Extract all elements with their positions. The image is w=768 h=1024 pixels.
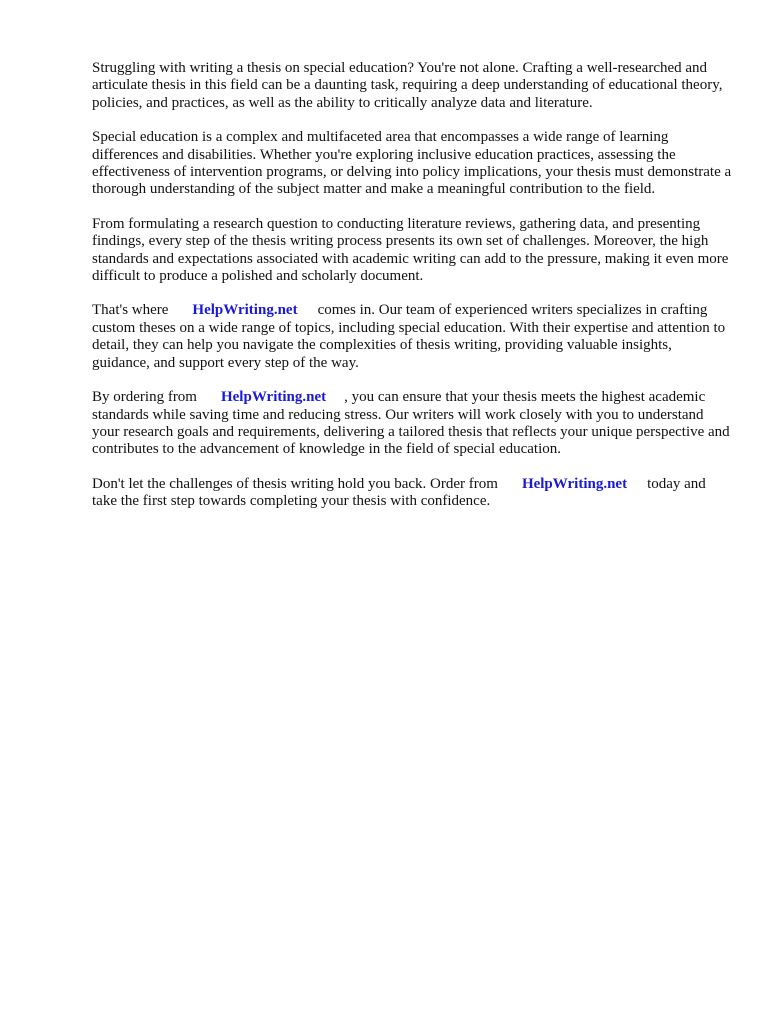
helpwriting-link[interactable]: HelpWriting.net <box>192 302 298 319</box>
document-body <box>92 60 732 528</box>
helpwriting-link[interactable]: HelpWriting.net <box>521 475 628 492</box>
paragraph-by-ordering <box>92 389 732 459</box>
paragraph-text: Don't let the challenges of thesis writing hold you back. Order from <box>92 475 498 492</box>
paragraph-call-to-action <box>92 476 732 511</box>
paragraph-text: By ordering from <box>92 389 197 406</box>
paragraph-challenges: From formulating a research question to conducting literature reviews, gathering data, and presenting findings, every step of the thesis writing process presents its own set of challenges. Moreover, the high standards and expectations associated with academic writing can add to the pressure, making it even more difficult to produce a polished and scholarly document. <box>92 215 729 285</box>
paragraph-text: today and take the first step towards completing your thesis with confidence. <box>92 475 706 510</box>
helpwriting-link[interactable]: HelpWriting.net <box>220 389 327 406</box>
paragraph-text: That's where <box>92 302 169 319</box>
paragraph-special-education: Special education is a complex and multifaceted area that encompasses a wide range of learning differences and disabilities. Whether you're exploring inclusive education practices, assessing the effectiveness of intervention programs, or delving into policy implications, your thesis must demonstrate a thorough understanding of the subject matter and make a meaningful contribution to the field. <box>92 129 732 198</box>
paragraph-intro: Struggling with writing a thesis on special education? You're not alone. Crafting a well-researched and articulate thesis in this field can be a daunting task, requiring a deep understanding of educational theory, policies, and practices, as well as the ability to critically analyze data and literature. <box>92 60 723 111</box>
paragraph-text: comes in. Our team of experienced writers specializes in crafting custom theses on a wide range of topics, including special education. With their expertise and attention to detail, they can help you navigate the complexities of thesis writing, providing valuable insights, guidance, and support every step of the way. <box>92 302 726 371</box>
paragraph-text: , you can ensure that your thesis meets the highest academic standards while saving time and reducing stress. Our writers will work closely with you to understand your research goals and requirements, delivering a tailored thesis that reflects your unique perspective and contributes to the advancement of knowledge in the field of special education. <box>92 389 730 458</box>
paragraph-thats-where <box>92 302 732 372</box>
